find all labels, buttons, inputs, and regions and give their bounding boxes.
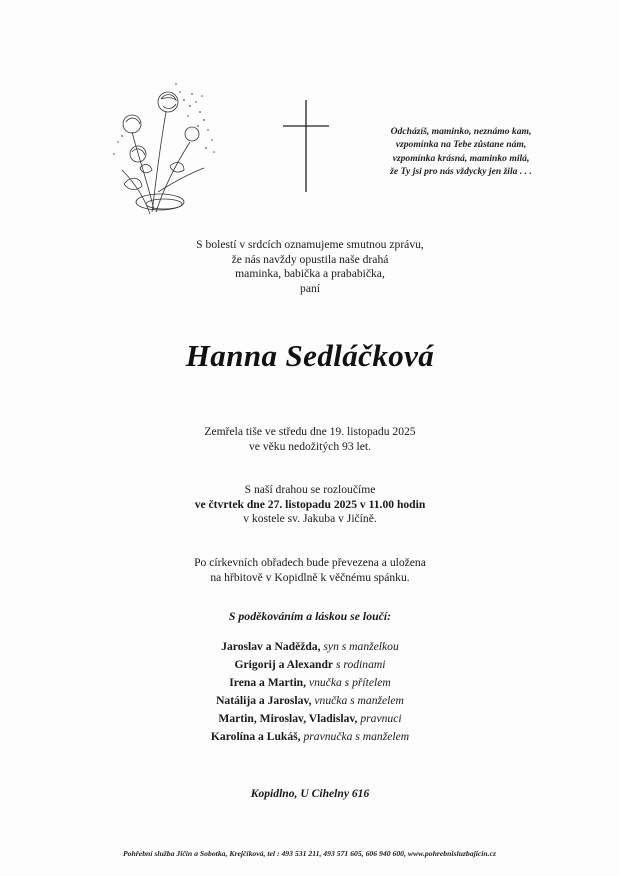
death-line: Zemřela tiše ve středu dne 19. listopadu 2025 xyxy=(204,425,416,438)
funeral-location: v kostele sv. Jakuba v Jičíně. xyxy=(243,512,377,526)
intro-line: že nás navždy opustila naše drahá xyxy=(231,252,389,266)
funeral-service-footer: Pohřební služba Jičín a Sobotka, Krejčíková, tel : 493 531 211, 493 571 605, 606 940 600, www.pohrebnisluzbajicin.cz xyxy=(122,849,496,858)
family-names: Martin, Miroslav, Vladislav, xyxy=(218,712,358,725)
family-relation: pravnuci xyxy=(360,712,402,725)
announcement-intro xyxy=(100,238,520,296)
family-names: Grigorij a Alexandr xyxy=(234,658,334,671)
cross-icon xyxy=(283,100,329,192)
list-item xyxy=(100,692,520,710)
funeral-date-time: ve čtvrtek dne 27. listopadu 2025 v 11.00 hodin xyxy=(194,497,426,511)
family-relation: vnučka s manželem xyxy=(314,694,404,707)
list-item xyxy=(100,674,520,692)
burial-line: na hřbitově v Kopidlně k věčnému spánku. xyxy=(210,570,410,584)
family-names: Karolína a Lukáš, xyxy=(210,730,301,743)
list-item xyxy=(100,728,520,746)
family-list xyxy=(100,638,520,746)
burial-line: Po církevních obřadech bude převezena a uložena xyxy=(194,556,426,569)
flower-bouquet-icon xyxy=(104,72,224,222)
death-notice xyxy=(100,425,520,454)
family-relation: pravnučka s manželem xyxy=(303,730,410,743)
list-item xyxy=(100,638,520,656)
burial-info xyxy=(100,556,520,585)
poem-line: vzpomínka na Tebe zůstane nám, xyxy=(395,139,527,151)
poem-verse xyxy=(340,125,582,178)
family-names: Natálija a Jaroslav, xyxy=(216,694,312,707)
intro-line: S bolestí v srdcích oznamujeme smutnou zprávu, xyxy=(196,238,424,251)
family-relation: vnučka s přítelem xyxy=(308,676,391,689)
list-item xyxy=(100,656,520,674)
intro-line: maminka, babička a prababička, xyxy=(235,267,385,281)
thanks-heading: S poděkováním a láskou se loučí: xyxy=(228,609,392,623)
family-names: Irena a Martin, xyxy=(229,676,307,689)
family-relation: s rodinami xyxy=(335,658,386,671)
poem-line: vzpomínka krásná, maminko milá, xyxy=(392,152,530,164)
death-line: ve věku nedožitých 93 let. xyxy=(248,439,372,453)
list-item xyxy=(100,710,520,728)
family-relation: syn s manželkou xyxy=(323,640,399,653)
funeral-info xyxy=(100,483,520,527)
intro-line: paní xyxy=(300,281,320,295)
address: Kopidlno, U Cihelny 616 xyxy=(250,787,370,800)
poem-line: že Ty jsi pro nás vždycky jen žila . . . xyxy=(390,165,532,177)
family-names: Jaroslav a Naděžda, xyxy=(221,640,321,653)
funeral-line: S naší drahou se rozloučíme xyxy=(244,483,376,496)
deceased-name: Hanna Sedláčková xyxy=(185,338,435,373)
poem-line: Odcházíš, maminko, neznámo kam, xyxy=(390,126,532,137)
